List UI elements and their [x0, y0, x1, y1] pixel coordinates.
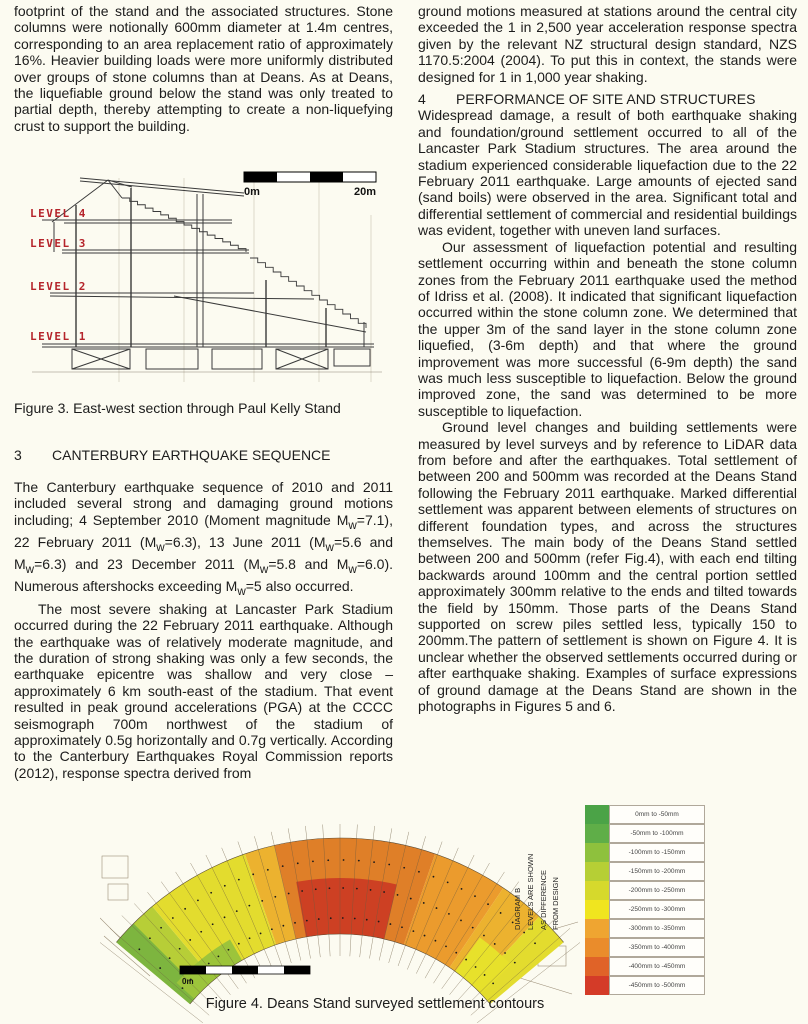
- legend-row: [585, 919, 705, 938]
- section3-title: CANTERBURY EARTHQUAKE SEQUENCE: [52, 446, 331, 463]
- legend-row: [585, 957, 705, 976]
- legend-row: [585, 900, 705, 919]
- legend-label: -200mm to -250mm: [609, 881, 705, 900]
- legend-row: [585, 824, 705, 843]
- legend-label: -100mm to -150mm: [609, 843, 705, 862]
- legend-label: -250mm to -300mm: [609, 900, 705, 919]
- figure3-section-drawing: [14, 160, 393, 392]
- legend-row: [585, 881, 705, 900]
- scale-label-0m: 0m: [182, 977, 194, 986]
- paragraph: The Canterbury earthquake sequence of 2010 and 2011 included several strong and damaging ground motions including; 4 September 2010 (Moment magnitude $M_w=7.1$), 22 February 2011 $(M_w=6.3)$, 13 June 2011 ($M_w=5.6$ and $M_w=6.3$) and 23 December 2011 ($M_w=5.8$ and $M_w=6.0$). Numerous aftershocks exceeding $M_w=5$ also occurred.: [14, 479, 394, 599]
- section3-heading: [14, 447, 393, 463]
- legend-label: -350mm to -400mm: [609, 938, 705, 957]
- legend-row: [585, 843, 705, 862]
- paragraph: Widespread damage, a result of both earthquake shaking and foundation/ground settlement occurred to all of the Lancaster Park Stadium structures. The area around the stadium experienced considerable liquefaction due to the 22 February 2011 earthquake. Large amounts of ejected sand (sand boils) were observed in the area. Significant total and differential settlement of commercial and residential buildings was evident, together with uneven land surfaces.: [418, 107, 797, 239]
- note-line: FROM DESIGN: [551, 877, 560, 930]
- paragraph: Our assessment of liquefaction potential and resulting settlement occurring within and beneath the stone column zones from the February 2011 earthquake used the method of Idriss et al. (2008). It indicated that significant liquefaction occurred within the stone column zone. We determined that the upper 3m of the sand layer in the stone column zone liquefied, (3-6m depth) and that where the ground improvement was more successful (6-9m depth) the sand was much less susceptible to liquefaction. Below the ground improved zone, the sand was determined to be more susceptible to liquefaction.: [418, 238, 797, 419]
- legend-label: -300mm to -350mm: [609, 919, 705, 938]
- level-label: LEVEL 3: [30, 237, 87, 251]
- legend-label: 0mm to -50mm: [609, 805, 705, 824]
- level-label: LEVEL 4: [30, 207, 87, 221]
- figure3-scale-bar: [244, 172, 376, 198]
- figure3-caption: Figure 3. East-west section through Paul Kelly Stand: [14, 400, 341, 417]
- legend-row: [585, 805, 705, 824]
- right-column: [418, 0, 797, 714]
- scale-label-0m: 0m: [244, 186, 260, 199]
- legend-label: -50mm to -100mm: [609, 824, 705, 843]
- paragraph: ground motions measured at stations around the central city exceeded the 1 in 2,500 year acceleration response spectra given by the relevant NZ structural design standard, NZS 1170.5:2004 (2004). To put this in context, the stands were designed for 1 in 1,000 year shaking.: [418, 3, 797, 85]
- legend-label: -450mm to -500mm: [609, 976, 705, 995]
- paragraph: The most severe shaking at Lancaster Park Stadium occurred during the 22 February 2011 earthquake. Although the earthquake was of relatively moderate magnitude, and the duration of strong shaking was only a few seconds, the earthquake epicentre was shallow and very close – approximately 6 km south-east of the stadium. That event resulted in peak ground accelerations (PGA) at the CCCC seismograph 700m northwest of the stadium of approximately 0.5g horizontally and 0.7g vertically. According to the Canterbury Earthquakes Royal Commission reports (2012), response spectra derived from: [14, 600, 393, 781]
- legend-swatch: [585, 862, 609, 881]
- legend-swatch: [585, 805, 609, 824]
- legend-swatch: [585, 900, 609, 919]
- legend-label: -400mm to -450mm: [609, 957, 705, 976]
- figure4-caption: Figure 4. Deans Stand surveyed settlement contours: [205, 996, 545, 1012]
- scale-label-20m: 20m: [353, 186, 376, 199]
- legend-swatch: [585, 881, 609, 900]
- section4-heading: [418, 91, 797, 107]
- legend-row: [585, 938, 705, 957]
- legend-swatch: [585, 824, 609, 843]
- section4-title: PERFORMANCE OF SITE AND STRUCTURES: [456, 91, 756, 108]
- legend-label: -150mm to -200mm: [609, 862, 705, 881]
- legend-row: [585, 862, 705, 881]
- level-label: LEVEL 2: [30, 280, 87, 294]
- legend-swatch: [585, 938, 609, 957]
- figure3-level-labels: [30, 207, 87, 343]
- section4-number: 4: [418, 91, 426, 108]
- legend-swatch: [585, 919, 609, 938]
- level-label: LEVEL 1: [30, 330, 87, 344]
- section3-number: 3: [14, 446, 22, 463]
- settlement-legend: [585, 805, 705, 995]
- legend-row: [585, 976, 705, 995]
- legend-swatch: [585, 957, 609, 976]
- figure4-settlement-map: [100, 818, 580, 1024]
- note-line: AS DIFFERENCE: [539, 869, 548, 930]
- paragraph: Ground level changes and building settlements were measured by level surveys and by reference to LiDAR data from before and after the earthquakes. Total settlement of between 200 and 500mm was recorded at the Deans Stand following the February 2011 earthquake. Marked differential settlement was apparent between elements of structures on different foundation types, and across the structures themselves. The main body of the Deans Stand settled between 200 and 500mm (refer Fig.4), with each end tilting backwards around 100mm and the central portion settled approximately 300mm relative to the ends and tilted towards the field by 150mm. Those parts of the Deans Stand supported on screw piles settled less, typically 150 to 200mm.The pattern of settlement is shown on Figure 4. It is unclear whether the observed settlements occurred during or after earthquake shaking. Examples of surface expressions of ground damage at the Deans Stand are shown in the photographs in Figures 5 and 6.: [418, 419, 797, 715]
- note-line: LEVELS ARE SHOWN: [526, 853, 535, 930]
- left-column: [14, 0, 393, 781]
- legend-swatch: [585, 843, 609, 862]
- figure3: [14, 160, 393, 416]
- paragraph: footprint of the stand and the associated structures. Stone columns were notionally 600mm diameter at 1.4m centres, corresponding to an area replacement ratio of approximately 16%. Heavier building loads were more uniformly distributed over groups of stone columns than at Deans. As at Deans, the liquefiable ground below the stand was only treated to partial depth, thereby attempting to create a non-liquefying crust to support the building.: [14, 3, 393, 134]
- legend-swatch: [585, 976, 609, 995]
- note-line: DIAGRAM B: [513, 887, 522, 930]
